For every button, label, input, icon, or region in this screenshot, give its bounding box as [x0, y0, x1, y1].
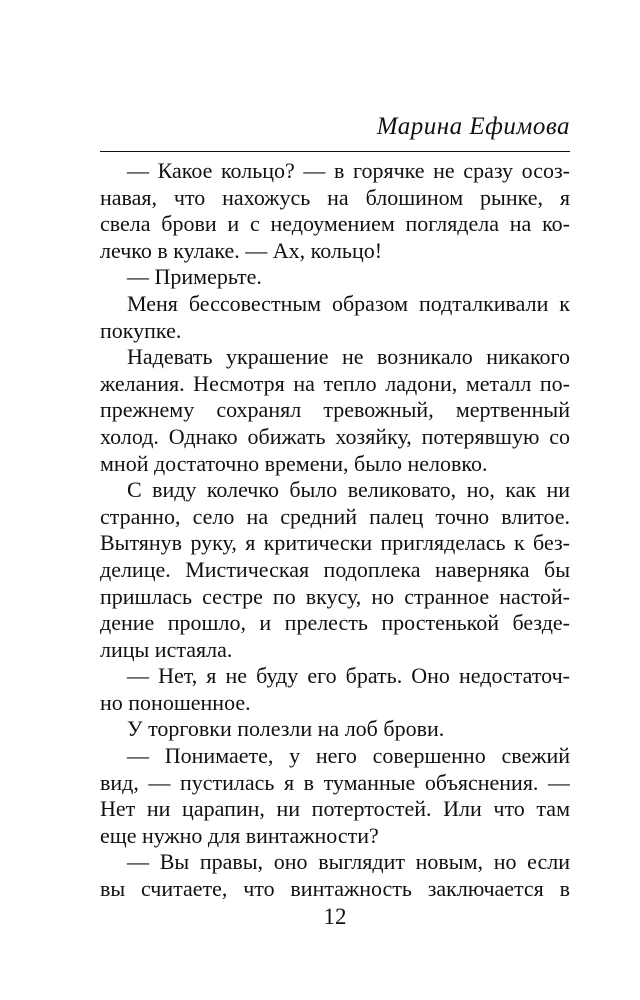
text-line: — Нет, я не буду его брать. Оно недостаточ- — [127, 663, 570, 689]
body-text — [100, 158, 570, 903]
text-line: Надевать украшение не возникало никакого — [127, 344, 570, 370]
text-line: С виду колечко было великовато, но, как ни — [127, 477, 570, 503]
text-line: пришлась сестре по вкусу, но странное настой- — [100, 583, 570, 609]
text-line: Меня бессовестным образом подталкивали к — [127, 290, 570, 316]
text-line: дение прошло, и прелесть простенькой безде- — [100, 610, 570, 636]
text-line: вид, — пустилась я в туманные объяснения. — — [100, 769, 570, 795]
text-line: мной достаточно времени, было неловко. — [100, 450, 488, 476]
text-line: — Вы правы, оно выглядит новым, но если — [127, 849, 570, 875]
text-line: еще нужно для винтажности? — [100, 822, 379, 848]
text-line: делице. Мистическая подоплека наверняка бы — [100, 556, 570, 582]
text-line: прежнему сохранял тревожный, мертвенный — [100, 397, 570, 423]
text-line: вы считаете, что винтажность заключается в — [100, 876, 570, 902]
running-head-author: Марина Ефимова — [376, 113, 570, 140]
text-line: лечко в кулаке. — Ах, кольцо! — [100, 237, 383, 263]
text-line: желания. Несмотря на тепло ладони, металл по- — [100, 370, 570, 396]
text-line: свела брови и с недоумением поглядела на ко- — [100, 211, 570, 237]
text-line: Вытянув руку, я критически пригляделась к без- — [100, 530, 570, 556]
text-line: — Понимаете, у него совершенно свежий — [127, 743, 570, 769]
text-line: лицы истаяла. — [100, 636, 233, 662]
header-rule — [100, 151, 570, 152]
text-line: У торговки полезли на лоб брови. — [127, 716, 445, 742]
text-line: Нет ни царапин, ни потертостей. Или что там — [100, 796, 570, 822]
text-line: навая, что нахожусь на блошином рынке, я — [100, 184, 570, 210]
text-line: странно, село на средний палец точно влитое. — [100, 503, 570, 529]
text-line: но поношенное. — [100, 689, 251, 715]
text-line: — Примерьте. — [127, 264, 262, 290]
page-number: 12 — [323, 904, 347, 929]
text-line: холод. Однако обижать хозяйку, потерявшую со — [100, 423, 570, 449]
text-line: покупке. — [100, 317, 182, 343]
text-line: — Какое кольцо? — в горячке не сразу осоз- — [127, 158, 570, 183]
